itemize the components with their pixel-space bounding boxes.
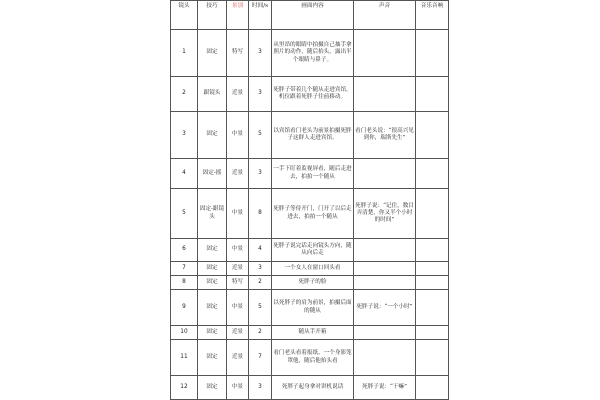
cell-scale: 近景: [227, 262, 249, 276]
cell-content: 死胖子说完话走向镜头方向，随从向后走: [272, 239, 354, 262]
cell-music: [416, 30, 449, 77]
cell-num: 1: [171, 30, 198, 77]
cell-num: 9: [171, 290, 198, 326]
cell-duration: 3: [249, 77, 272, 112]
cell-num: 12: [171, 376, 198, 400]
cell-num: 4: [171, 159, 198, 189]
cell-technique: 固定: [198, 326, 227, 340]
cell-technique: 固定: [198, 112, 227, 159]
cell-num: 11: [171, 340, 198, 376]
cell-content: 死胖子带着几个随从走进宾馆，机位跟着死胖子往前移动。: [272, 77, 354, 112]
cell-duration: 2: [249, 326, 272, 340]
cell-sound: [354, 262, 416, 276]
header-scale: 景别: [227, 1, 249, 30]
cell-duration: 2: [249, 276, 272, 290]
cell-scale: 特写: [227, 30, 249, 77]
cell-music: [416, 340, 449, 376]
cell-content: 一手下盯着监视屏看，随后走进去，拍拍一个随从: [272, 159, 354, 189]
cell-music: [416, 159, 449, 189]
cell-sound: [354, 30, 416, 77]
table-row: [171, 276, 449, 290]
cell-music: [416, 376, 449, 400]
cell-num: 2: [171, 77, 198, 112]
cell-num: 7: [171, 262, 198, 276]
cell-technique: 固定: [198, 30, 227, 77]
cell-sound: 死胖子说：“干嘛”: [354, 376, 416, 400]
cell-sound: [354, 340, 416, 376]
cell-content: 死胖子的脸: [272, 276, 354, 290]
cell-duration: 4: [249, 239, 272, 262]
table-row: [171, 159, 449, 189]
cell-technique: 固定-摇: [198, 159, 227, 189]
cell-content: 看门老头看着报纸，一个身影笼罩他，随后他抬头看: [272, 340, 354, 376]
table-row: [171, 30, 449, 77]
cell-scale: 中景: [227, 189, 249, 239]
cell-music: [416, 189, 449, 239]
cell-duration: 3: [249, 30, 272, 77]
cell-num: 6: [171, 239, 198, 262]
cell-scale: 近景: [227, 326, 249, 340]
cell-technique: 固定: [198, 290, 227, 326]
cell-sound: [354, 159, 416, 189]
cell-content: 从里昂的眼睛中拍摄自己抽手拿照片的动作，随后抬头，露出半个眼睛与鼻子。: [272, 30, 354, 77]
cell-scale: 特写: [227, 276, 249, 290]
cell-scale: 中景: [227, 239, 249, 262]
table-row: [171, 376, 449, 400]
cell-music: [416, 239, 449, 262]
table-row: [171, 262, 449, 276]
cell-scale: 中景: [227, 290, 249, 326]
cell-num: 10: [171, 326, 198, 340]
cell-technique: 固定: [198, 262, 227, 276]
cell-content: 以宾馆看门老头为前景拍摄死胖子这群人走进宾馆。: [272, 112, 354, 159]
cell-content: 随从手开箱: [272, 326, 354, 340]
header-technique: 技巧: [198, 1, 227, 30]
storyboard-table: [170, 0, 449, 400]
cell-num: 3: [171, 112, 198, 159]
header-shot: 镜头: [171, 1, 198, 30]
cell-music: [416, 77, 449, 112]
cell-content: 死胖子起身拿对讲机说话: [272, 376, 354, 400]
cell-music: [416, 290, 449, 326]
cell-content: 死胖子等侍开门，门开了以后走进去，拍拍一个随从: [272, 189, 354, 239]
table-row: [171, 326, 449, 340]
cell-sound: 看门老头说：“很高兴见到你，瑞斯先生”: [354, 112, 416, 159]
cell-technique: 固定: [198, 276, 227, 290]
cell-technique: 固定-跟镜头: [198, 189, 227, 239]
cell-scale: 中景: [227, 376, 249, 400]
cell-technique: 跟镜头: [198, 77, 227, 112]
header-content: 画面内容: [272, 1, 354, 30]
table-row: [171, 290, 449, 326]
cell-num: 8: [171, 276, 198, 290]
cell-scale: 中景: [227, 112, 249, 159]
cell-duration: 5: [249, 112, 272, 159]
cell-music: [416, 326, 449, 340]
table-row: [171, 239, 449, 262]
cell-duration: 3: [249, 159, 272, 189]
cell-sound: [354, 239, 416, 262]
cell-content: 一个女人在窗口回头看: [272, 262, 354, 276]
cell-scale: 近景: [227, 340, 249, 376]
cell-technique: 固定: [198, 340, 227, 376]
cell-music: [416, 276, 449, 290]
cell-music: [416, 262, 449, 276]
header-row: [171, 1, 449, 30]
cell-duration: 5: [249, 290, 272, 326]
cell-duration: 3: [249, 376, 272, 400]
cell-technique: 固定: [198, 376, 227, 400]
cell-sound: 死胖子说：“一个小时”: [354, 290, 416, 326]
table-row: [171, 112, 449, 159]
cell-num: 5: [171, 189, 198, 239]
cell-technique: 固定: [198, 239, 227, 262]
header-music: 音乐音响: [416, 1, 449, 30]
cell-content: 以死胖子的肩为前景，拍摄后面的随从: [272, 290, 354, 326]
cell-sound: 死胖子说：“记住，数目弄清楚，你又半个小时的时间”: [354, 189, 416, 239]
cell-scale: 近景: [227, 77, 249, 112]
header-duration: 时间/s: [249, 1, 272, 30]
table-row: [171, 340, 449, 376]
header-sound: 声音: [354, 1, 416, 30]
table-row: [171, 189, 449, 239]
cell-scale: 近景: [227, 159, 249, 189]
cell-duration: 7: [249, 340, 272, 376]
cell-sound: [354, 77, 416, 112]
cell-duration: 3: [249, 262, 272, 276]
cell-sound: [354, 326, 416, 340]
cell-duration: 8: [249, 189, 272, 239]
table-row: [171, 77, 449, 112]
cell-sound: [354, 276, 416, 290]
cell-music: [416, 112, 449, 159]
